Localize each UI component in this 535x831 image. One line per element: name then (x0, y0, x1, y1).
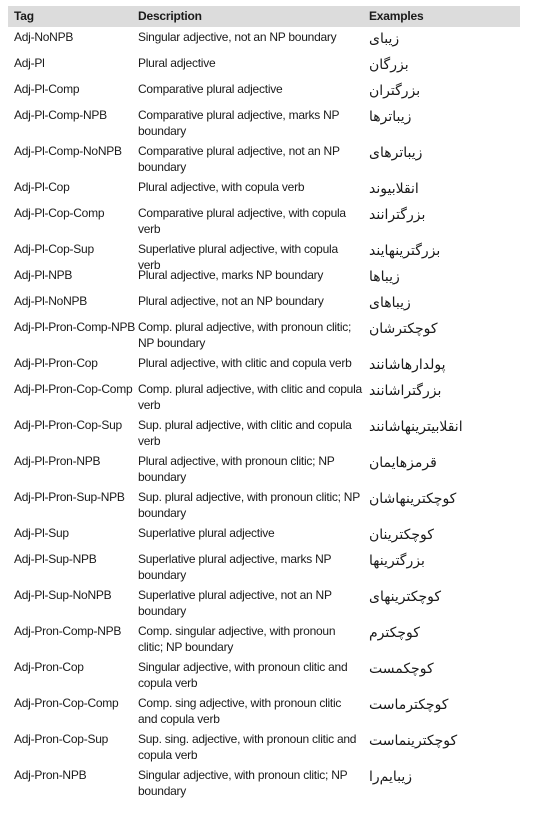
row-example: کوچکمست (369, 661, 434, 677)
row-description: Comparative plural adjective, with copula verb (138, 206, 346, 236)
table-row (8, 415, 520, 451)
row-description: Plural adjective, with pronoun clitic; NP boundary (138, 454, 335, 484)
row-example: کوچکترم (369, 625, 420, 641)
table-row (8, 53, 520, 79)
row-description: Comp. plural adjective, with pronoun clitic; NP boundary (138, 320, 352, 350)
row-tag: Adj-Pl-Cop-Comp (14, 206, 105, 220)
row-tag: Adj-NoNPB (14, 30, 74, 44)
row-example-cell (363, 203, 520, 224)
tag-table (8, 6, 520, 801)
row-example-cell (363, 105, 520, 126)
row-tag: Adj-Pl-Sup (14, 526, 69, 540)
row-example: بزرگتراشانند (369, 383, 442, 399)
row-example: زیباها (369, 269, 400, 285)
row-description: Comparative plural adjective, not an NP boundary (138, 144, 340, 174)
table-row (8, 291, 520, 317)
table-row (8, 203, 520, 239)
table-row (8, 177, 520, 203)
row-example: بزرگترانند (369, 207, 426, 223)
row-example-cell (363, 239, 520, 260)
table-row (8, 317, 520, 353)
row-example-cell (363, 53, 520, 74)
row-example: بزرگترینهایند (369, 243, 441, 259)
row-example: قرمزهایمان (369, 455, 437, 471)
row-example: بزرگترینها (369, 553, 425, 569)
row-tag: Adj-Pl-Sup-NPB (14, 552, 97, 566)
row-description: Singular adjective, with pronoun clitic; NP boundary (138, 768, 348, 798)
row-example: کوچکترشان (369, 321, 438, 337)
row-example-cell (363, 79, 520, 100)
row-tag: Adj-Pl-NoNPB (14, 294, 88, 308)
row-example-cell (363, 141, 520, 162)
row-example-cell (363, 451, 520, 472)
table-row (8, 621, 520, 657)
row-tag: Adj-Pl-Pron-Sup-NPB (14, 490, 125, 504)
table-row (8, 353, 520, 379)
row-example: بزرگتران (369, 83, 421, 99)
row-description: Plural adjective, with copula verb (138, 180, 305, 194)
row-example-cell (363, 265, 520, 286)
row-tag: Adj-Pl-Comp-NPB (14, 108, 107, 122)
table-row (8, 141, 520, 177)
header-tag: Tag (14, 9, 34, 23)
row-tag: Adj-Pl-Pron-Cop-Comp (14, 382, 133, 396)
header-description: Description (138, 9, 202, 23)
row-tag: Adj-Pron-Comp-NPB (14, 624, 122, 638)
row-tag: Adj-Pl (14, 56, 45, 70)
row-example-cell (363, 621, 520, 642)
row-tag: Adj-Pl-Cop-Sup (14, 242, 94, 256)
row-example: انقلابیوند (369, 181, 419, 197)
table-body (8, 27, 520, 801)
row-example-cell (363, 487, 520, 508)
row-example-cell (363, 657, 520, 678)
table-header (8, 6, 520, 27)
row-example-cell (363, 353, 520, 374)
row-description: Plural adjective, marks NP boundary (138, 268, 324, 282)
row-tag: Adj-Pron-Cop-Sup (14, 732, 109, 746)
table-row (8, 585, 520, 621)
table-row (8, 549, 520, 585)
row-example: کوچکترینماست (369, 733, 458, 749)
table-row (8, 451, 520, 487)
table-row (8, 765, 520, 801)
row-tag: Adj-Pron-Cop-Comp (14, 696, 119, 710)
row-description: Comp. singular adjective, with pronoun clitic; NP boundary (138, 624, 336, 654)
row-tag: Adj-Pl-Pron-NPB (14, 454, 101, 468)
row-example-cell (363, 177, 520, 198)
row-description: Comp. plural adjective, with clitic and copula verb (138, 382, 362, 412)
row-example-cell (363, 27, 520, 48)
row-description: Singular adjective, not an NP boundary (138, 30, 337, 44)
row-example: زیباترهای (369, 145, 423, 161)
table-row (8, 729, 520, 765)
row-tag: Adj-Pron-Cop (14, 660, 84, 674)
row-description: Superlative plural adjective, with copula verb (138, 242, 338, 272)
row-description: Superlative plural adjective, not an NP boundary (138, 588, 332, 618)
row-description: Superlative plural adjective, marks NP boundary (138, 552, 332, 582)
row-example: کوچکترینهاشان (369, 491, 457, 507)
row-example: زیباهای (369, 295, 411, 311)
row-description: Sup. plural adjective, with pronoun clitic; NP boundary (138, 490, 360, 520)
row-example: کوچکترماست (369, 697, 449, 713)
row-example-cell (363, 523, 520, 544)
row-tag: Adj-Pl-Pron-Cop (14, 356, 98, 370)
row-example-cell (363, 549, 520, 570)
row-example: زیبای (369, 31, 400, 47)
row-description: Superlative plural adjective (138, 526, 275, 540)
row-example: کوچکترینان (369, 527, 434, 543)
row-example-cell (363, 291, 520, 312)
row-description: Comparative plural adjective, marks NP boundary (138, 108, 340, 138)
row-example: بزرگان (369, 57, 409, 73)
row-example: انقلابیترینهاشانند (369, 419, 463, 435)
row-example-cell (363, 729, 520, 750)
table-row (8, 657, 520, 693)
row-description: Comparative plural adjective (138, 82, 283, 96)
row-example-cell (363, 379, 520, 400)
table-row (8, 79, 520, 105)
table-row (8, 379, 520, 415)
table-row (8, 487, 520, 523)
row-example: زیبایم‌را (369, 769, 413, 785)
header-examples: Examples (369, 9, 424, 23)
row-example-cell (363, 415, 520, 436)
row-description: Singular adjective, with pronoun clitic and copula verb (138, 660, 348, 690)
row-description: Comp. sing adjective, with pronoun clitic and copula verb (138, 696, 342, 726)
row-tag: Adj-Pron-NPB (14, 768, 87, 782)
row-description: Plural adjective (138, 56, 216, 70)
row-example-cell (363, 693, 520, 714)
table-row (8, 105, 520, 141)
table-row (8, 693, 520, 729)
row-example: زیباترها (369, 109, 412, 125)
row-example: پولدارهاشانند (369, 357, 446, 373)
row-tag: Adj-Pl-Sup-NoNPB (14, 588, 112, 602)
table-row (8, 239, 520, 272)
row-description: Sup. sing. adjective, with pronoun clitic and copula verb (138, 732, 357, 762)
row-tag: Adj-Pl-Comp-NoNPB (14, 144, 122, 158)
row-example-cell (363, 317, 520, 338)
row-description: Plural adjective, with clitic and copula verb (138, 356, 352, 370)
row-tag: Adj-Pl-Pron-Cop-Sup (14, 418, 122, 432)
table-row (8, 523, 520, 549)
row-example: کوچکترینهای (369, 589, 442, 605)
table-row (8, 265, 520, 291)
table-row (8, 27, 520, 53)
row-description: Plural adjective, not an NP boundary (138, 294, 324, 308)
row-tag: Adj-Pl-Comp (14, 82, 80, 96)
row-tag: Adj-Pl-Pron-Comp-NPB (14, 320, 136, 334)
row-example-cell (363, 765, 520, 786)
row-example-cell (363, 585, 520, 606)
row-tag: Adj-Pl-NPB (14, 268, 73, 282)
row-tag: Adj-Pl-Cop (14, 180, 70, 194)
row-description: Sup. plural adjective, with clitic and copula verb (138, 418, 352, 448)
